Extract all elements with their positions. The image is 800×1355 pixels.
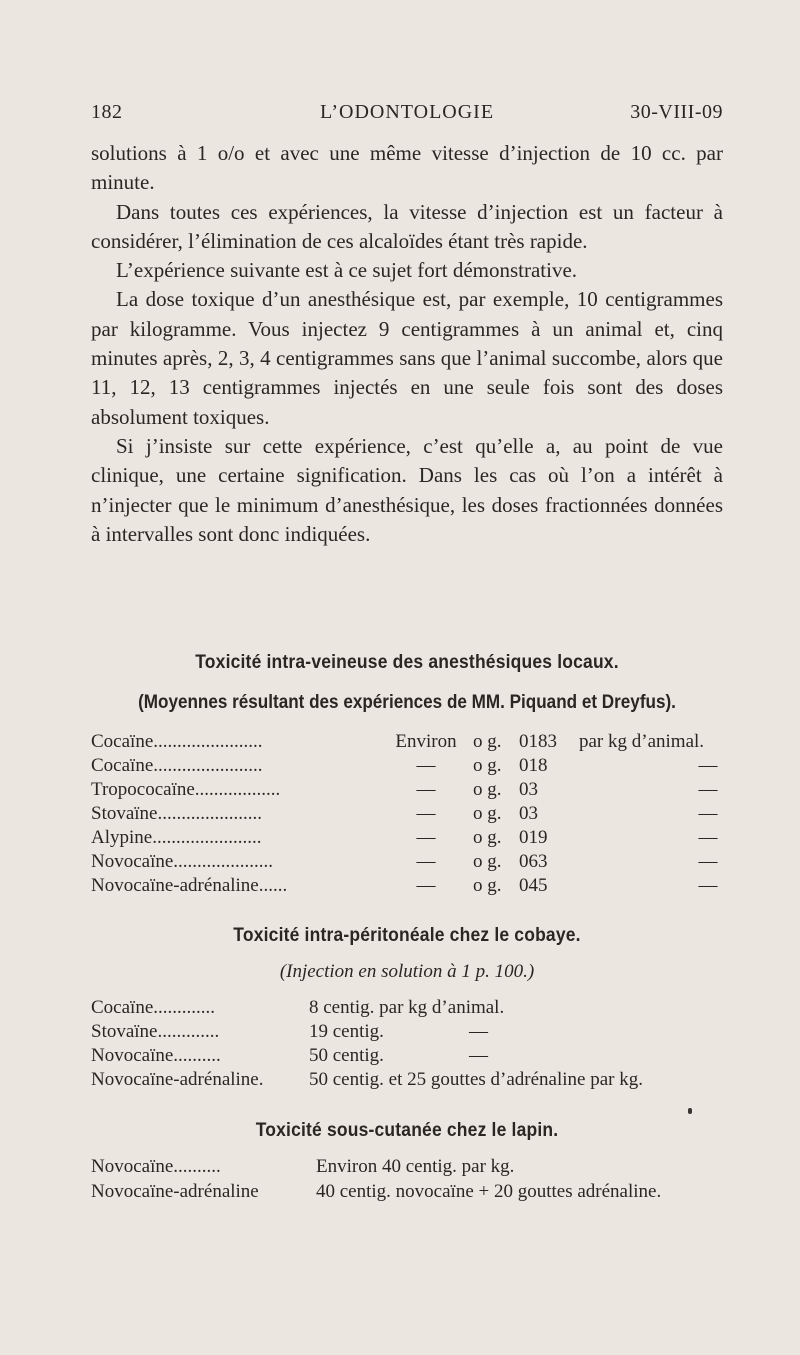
ditto-mark: —: [698, 803, 718, 824]
table-row: [91, 779, 723, 805]
qualifier: Environ: [395, 731, 457, 752]
ditto-mark: —: [698, 851, 718, 872]
table-row: [91, 755, 723, 781]
unit: o g.: [473, 827, 502, 848]
paragraph: solutions à 1 o/o et avec une même vitesse d’injection de 10 cc. par minute.: [91, 141, 723, 195]
dose-value: 19 centig.: [309, 1021, 384, 1042]
unit: o g.: [473, 803, 502, 824]
ditto-mark: —: [469, 1021, 488, 1042]
table-row: [91, 1181, 723, 1207]
qualifier: —: [416, 755, 436, 776]
drug-name: Cocaïne.......................: [91, 731, 263, 752]
paragraph: La dose toxique d’un anesthésique est, par exemple, 10 centigrammes par kilogramme. Vous injectez 9 centigrammes à un animal et, cinq minutes après, 2, 3, 4 centigrammes sans que l’animal succombe, alors que 11, 12, 13 centigrammes injectés en une seule fois sont des doses absolument toxiques.: [91, 287, 723, 429]
qualifier: —: [416, 875, 436, 896]
qualifier: —: [416, 851, 436, 872]
paragraph: Dans toutes ces expériences, la vitesse d’injection est un facteur à considérer, l’élimination de ces alcaloïdes étant très rapide.: [91, 199, 723, 253]
table1-subtitle: (Moyennes résultant des expériences de MM. Piquand et Dreyfus).: [138, 692, 676, 713]
qualifier: —: [416, 803, 436, 824]
ditto-mark: —: [698, 827, 718, 848]
unit: o g.: [473, 875, 502, 896]
unit: o g.: [473, 755, 502, 776]
table-row: [91, 1045, 723, 1071]
drug-name: Cocaïne.......................: [91, 755, 263, 776]
ditto-mark: —: [698, 779, 718, 800]
dose-value: 063: [519, 851, 548, 872]
table1-title: Toxicité intra-veineuse des anesthésiques locaux.: [195, 652, 619, 673]
issue-date: 30-VIII-09: [630, 101, 723, 123]
qualifier: —: [416, 779, 436, 800]
drug-name: Novocaïne..........: [91, 1045, 221, 1066]
dose-value: 50 centig. et 25 gouttes d’adrénaline par kg.: [309, 1069, 643, 1090]
drug-name: Novocaïne-adrénaline.: [91, 1069, 264, 1090]
table2-subtitle: (Injection en solution à 1 p. 100.): [279, 961, 535, 982]
dose-value: 8 centig. par kg d’animal.: [309, 997, 505, 1018]
table-row: [91, 803, 723, 829]
dose-value: 045: [519, 875, 548, 896]
journal-title: L’ODONTOLOGIE: [319, 101, 495, 123]
unit: o g.: [473, 851, 502, 872]
unit: o g.: [473, 731, 502, 752]
dose-value: 019: [519, 827, 548, 848]
table-row: [91, 1069, 723, 1095]
table-row: [91, 1156, 723, 1182]
drug-name: Novocaïne-adrénaline: [91, 1181, 259, 1202]
drug-name: Novocaïne-adrénaline......: [91, 875, 288, 896]
dose-value: 0183: [519, 731, 557, 752]
table-row: [91, 731, 723, 757]
drug-name: Novocaïne..........: [91, 1156, 221, 1177]
qualifier: —: [416, 827, 436, 848]
dose-value: 03: [519, 803, 538, 824]
paragraph: Si j’insiste sur cette expérience, c’est qu’elle a, au point de vue clinique, une certaine signification. Dans les cas où l’on a intérêt à n’injecter que le minimum d’anesthésique, les doses fractionnées données à intervalles sont donc indiquées.: [91, 433, 723, 546]
dose-value: 50 centig.: [309, 1045, 384, 1066]
paragraph: L’expérience suivante est à ce sujet fort démonstrative.: [116, 258, 578, 283]
table2-title: Toxicité intra-péritonéale chez le cobaye.: [233, 925, 581, 946]
table-row: [91, 1021, 723, 1047]
drug-name: Stovaïne......................: [91, 803, 262, 824]
table3-title: Toxicité sous-cutanée chez le lapin.: [255, 1120, 559, 1141]
unit: o g.: [473, 779, 502, 800]
dose-value: 018: [519, 755, 548, 776]
drug-name: Alypine.......................: [91, 827, 262, 848]
drug-name: Novocaïne.....................: [91, 851, 274, 872]
ditto-mark: —: [698, 755, 718, 776]
ditto-mark: —: [469, 1045, 488, 1066]
body-text: [91, 139, 723, 549]
running-head: [91, 101, 723, 129]
ditto-mark: —: [698, 875, 718, 896]
dose-value: Environ 40 centig. par kg.: [316, 1156, 515, 1177]
ink-speck: [688, 1108, 692, 1114]
page-number: 182: [91, 101, 123, 123]
table-row: [91, 851, 723, 877]
dose-per: par kg d’animal.: [579, 731, 705, 752]
drug-name: Cocaïne.............: [91, 997, 216, 1018]
drug-name: Stovaïne.............: [91, 1021, 220, 1042]
drug-name: Tropococaïne..................: [91, 779, 281, 800]
table-row: [91, 997, 723, 1023]
dose-value: 40 centig. novocaïne + 20 gouttes adrénaline.: [316, 1181, 662, 1202]
dose-value: 03: [519, 779, 538, 800]
table-row: [91, 875, 723, 901]
table-row: [91, 827, 723, 853]
